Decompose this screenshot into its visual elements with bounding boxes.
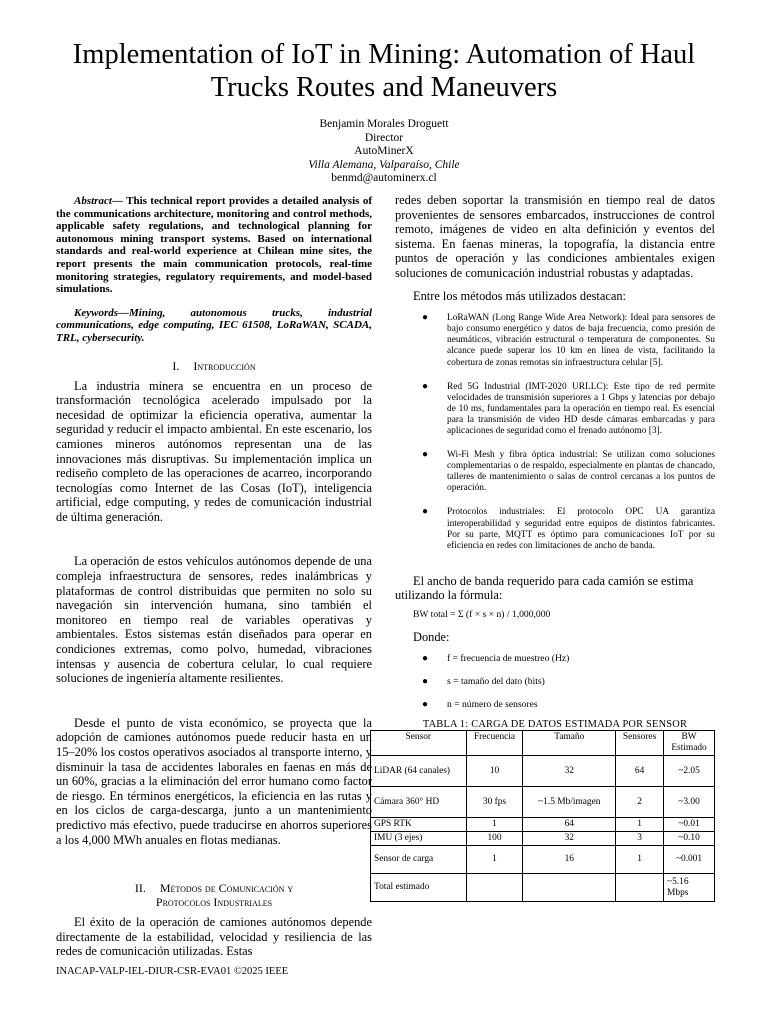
section-1-title: Introducción bbox=[193, 358, 256, 373]
table-row: LiDAR (64 canales) 10 32 64 ~2.05 bbox=[371, 756, 715, 787]
author-name: Benjamin Morales Droguett bbox=[319, 118, 449, 130]
table-row: Total estimado ~5.16 Mbps bbox=[371, 874, 715, 902]
sensor-data-table bbox=[370, 730, 715, 902]
variables-list bbox=[395, 653, 715, 711]
keywords: Keywords—Mining, autonomous trucks, industrial communications, edge computing, IEC 61508, LoRaWAN, SCADA, TRL, cybersecurity. bbox=[56, 306, 372, 344]
table-row: IMU (3 ejes) 100 32 3 ~0.10 bbox=[371, 832, 715, 846]
table-header: Tamaño bbox=[523, 731, 616, 756]
abstract-text: This technical report provides a detailed analysis of the communications architecture, monitoring and control methods, applicable safety regulations, and technological planning for autonomous mining transport systems. Based on international standards and real-world experience at Chilean mine sites, the report presents the main communication protocols, real-time monitoring strategies, regulatory requirements, and model-based simulations. bbox=[56, 195, 372, 296]
table-header: Sensor bbox=[371, 731, 467, 756]
section-1-number: I. bbox=[172, 358, 180, 373]
author-role: Director bbox=[364, 131, 404, 144]
author-location: Villa Alemana, Valparaíso, Chile bbox=[308, 158, 460, 171]
methods-lead: Entre los métodos más utilizados destacan: bbox=[413, 288, 627, 303]
bullet-icon: ● bbox=[422, 380, 429, 392]
table-caption: TABLA 1: CARGA DE DATOS ESTIMADA POR SENSOR bbox=[422, 719, 688, 731]
abstract bbox=[56, 195, 372, 296]
list-item: ● n = número de sensores bbox=[422, 699, 538, 711]
bullet-icon: ● bbox=[422, 449, 429, 461]
table-header: Frecuencia bbox=[466, 731, 523, 756]
table-header: BW Estimado bbox=[664, 731, 715, 756]
section-1-paragraph-3: Desde el punto de vista económico, se proyecta que la adopción de camiones autónomos puede reducir hasta en un 15–20% los costos operativos asociados al transporte interno, y disminuir la tasa de accidentes laborales en faenas en más de un 60%, gracias a la eliminación del error humano como factor de riesgo. En términos energéticos, la eficiencia en las rutas y en los ciclos de carga-descarga, junto a un mantenimiento predictivo más efectivo, puede traducirse en ahorros superiores a los 4,000 MWh anuales en flotas medianas. bbox=[56, 715, 372, 847]
bandwidth-formula: BW total = Σ (f × s × n) / 1,000,000 bbox=[413, 609, 551, 621]
section-1-heading bbox=[56, 359, 372, 373]
paper-title: Implementation of IoT in Mining: Automation of Haul Trucks Routes and Maneuvers bbox=[72, 39, 696, 103]
formula-intro: El ancho de banda requerido para cada camión se estima utilizando la fórmula: bbox=[395, 573, 694, 603]
bullet-icon: ● bbox=[422, 506, 429, 518]
list-item: ● s = tamaño del dato (bits) bbox=[422, 676, 545, 688]
section-2-number: II. bbox=[134, 881, 146, 896]
section-2-title-line-2: Protocolos Industriales bbox=[155, 895, 273, 910]
list-item: ● LoRaWAN (Long Range Wide Area Network): Ideal para sensores de bajo consumo energético y datos de baja frecuencia, como presión de neumáticos, vibración estructural o temperatura de componentes. Su alcance puede superar los 10 km en línea de vista, facilitando la cobertura de zonas remotas sin infraestructura celular [5]. bbox=[422, 312, 715, 368]
donde-label: Donde: bbox=[413, 630, 450, 645]
section-1-paragraph-2: La operación de estos vehículos autónomos depende de una compleja infraestructura de sensores, redes inalámbricas y plataformas de control distribuidas que permiten no solo su navegación sin intervención humana, sino también el monitoreo en tiempo real de variables operativas y ambientales. Estos sistemas están diseñados para operar en condiciones extremas, como polvo, humedad, vibraciones intensas y ausencia de cobertura celular, lo cual requiere soluciones de ingeniería altamente resilientes. bbox=[56, 554, 372, 686]
list-item: ● Protocolos industriales: El protocolo OPC UA garantiza interoperabilidad y seguridad entre equipos de distintos fabricantes. Por su parte, MQTT es óptimo para comunicaciones IoT por su eficiencia en redes con limitaciones de ancho de banda. bbox=[422, 506, 715, 551]
bullet-icon: ● bbox=[422, 699, 429, 711]
table-row: Sensor de carga 1 16 1 ~0.001 bbox=[371, 846, 715, 874]
section-2-heading bbox=[56, 881, 372, 909]
table-header: Sensores bbox=[616, 731, 664, 756]
section-1-paragraph-1: La industria minera se encuentra en un proceso de transformación tecnológica acelerado impulsado por la necesidad de optimizar la eficiencia operativa, aumentar la seguridad y reducir el impacto ambiental. En este escenario, los camiones mineros autónomos representan una de las innovaciones más disruptivas. Su implementación implica un rediseño completo de las operaciones de acarreo, incorporando tecnologías como Internet de las Cosas (IoT), inteligencia artificial, edge computing, y redes de comunicación industrial de última generación. bbox=[56, 378, 372, 524]
methods-list bbox=[395, 313, 715, 552]
table-row: GPS RTK 1 64 1 ~0.01 bbox=[371, 818, 715, 832]
abstract-label: Abstract— bbox=[74, 195, 123, 207]
table-row: Cámara 360° HD 30 fps ~1.5 Mb/imagen 2 ~3.00 bbox=[371, 787, 715, 818]
section-2-intro-right: redes deben soportar la transmisión en tiempo real de datos provenientes de sensores embarcados, instrucciones de control remoto, imágenes de video en alta definición y eventos del sistema. En faenas mineras, la topografía, la distancia entre puntos de operación y las condiciones ambientales exigen soluciones de comunicación industrial robustas y adaptadas. bbox=[395, 193, 715, 280]
author-org: AutoMinerX bbox=[354, 145, 414, 157]
right-column bbox=[374, 193, 715, 902]
bullet-icon: ● bbox=[422, 653, 429, 665]
bullet-icon: ● bbox=[422, 312, 429, 324]
table-header-row bbox=[371, 731, 715, 756]
list-item: ● Red 5G Industrial (IMT-2020 URLLC): Este tipo de red permite velocidades de transmisión superiores a 1 Gbps y latencias por debajo de 10 ms, fundamentales para la operación en tiempo real. Es esencial para la transmisión de video HD desde cámaras embarcadas y para aplicaciones de seguridad como el frenado autónomo [3]. bbox=[422, 380, 715, 436]
list-item: ● Wi-Fi Mesh y fibra óptica industrial: Se utilizan como soluciones complementarias o de respaldo, especialmente en plantas de chancado, talleres de mantenimiento o salas de control cercanas a los puntos de operación. bbox=[422, 449, 715, 494]
list-item: ● f = frecuencia de muestreo (Hz) bbox=[422, 653, 570, 665]
left-column bbox=[56, 195, 372, 959]
bullet-icon: ● bbox=[422, 676, 429, 688]
author-email: benmd@autominerx.cl bbox=[331, 172, 437, 184]
page-footer: INACAP-VALP-IEL-DIUR-CSR-EVA01 ©2025 IEEE bbox=[56, 966, 289, 977]
section-2-title-line-1: Métodos de Comunicación y bbox=[159, 881, 294, 896]
author-block bbox=[0, 118, 768, 186]
section-2-intro-left: El éxito de la operación de camiones autónomos depende directamente de la estabilidad, velocidad y resiliencia de las redes de comunicación utilizadas. Estas bbox=[56, 915, 372, 959]
